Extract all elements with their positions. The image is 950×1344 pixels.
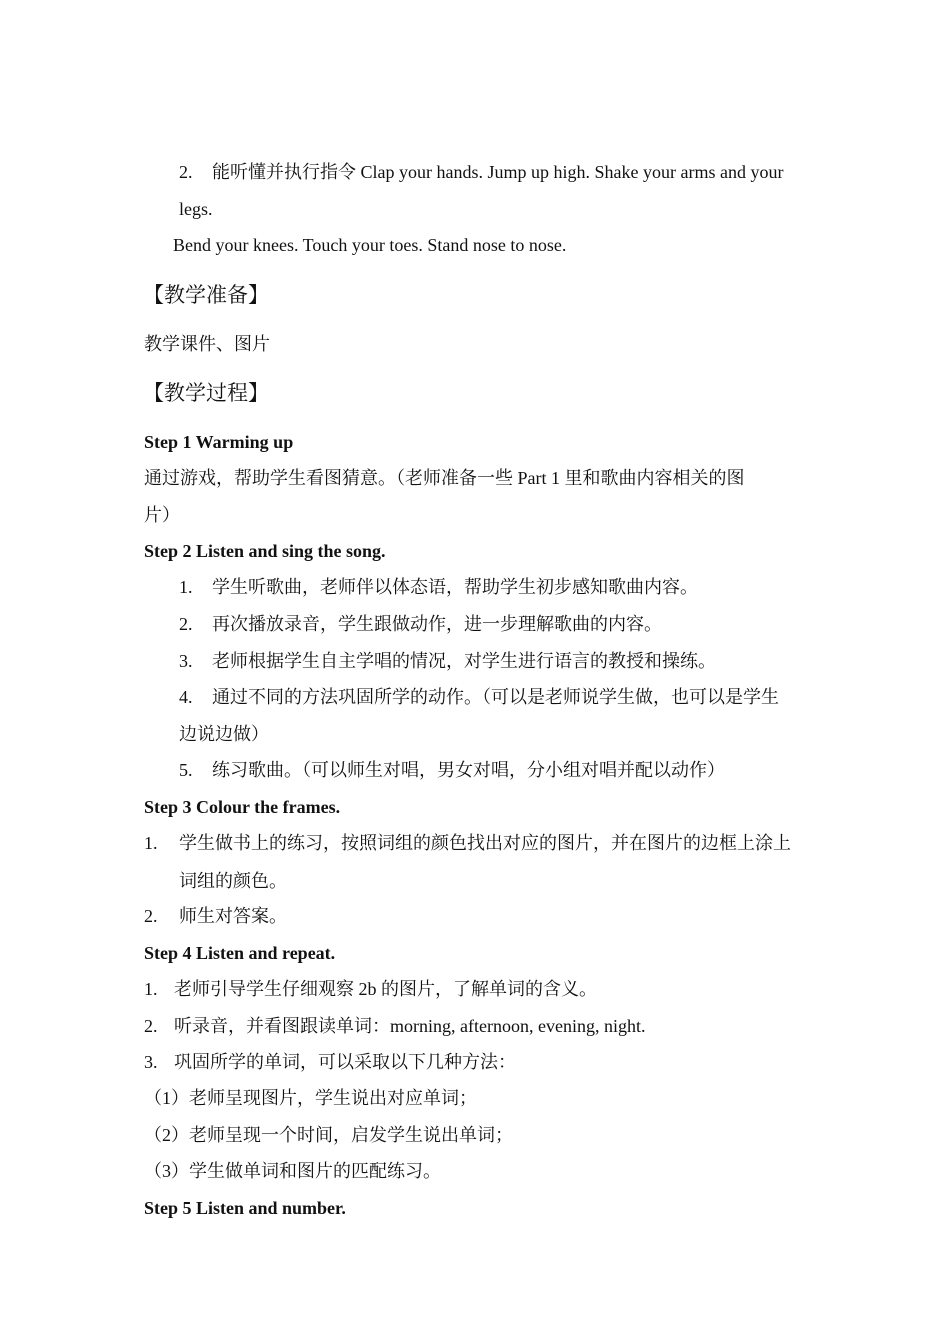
step-4-title: Step 4 Listen and repeat.	[144, 943, 336, 963]
list-text: 练习歌曲。（可以师生对唱，男女对唱，分小组对唱并配以动作）	[212, 760, 725, 780]
objective-text: 能听懂并执行指令 Clap your hands. Jump up high. Shake your arms and your	[212, 162, 784, 182]
step-3-title: Step 3 Colour the frames.	[144, 797, 341, 817]
list-number: 1.	[144, 833, 158, 853]
section-heading-process: 【教学过程】	[143, 381, 269, 405]
step-5-title: Step 5 Listen and number.	[144, 1198, 346, 1218]
sub-item: （2）老师呈现一个时间，启发学生说出单词；	[144, 1125, 513, 1145]
list-item	[144, 1050, 516, 1074]
list-text: 听录音，并看图跟读单词：morning, afternoon, evening, night.	[174, 1016, 646, 1036]
list-text: 通过不同的方法巩固所学的动作。（可以是老师说学生做，也可以是学生	[212, 687, 779, 707]
list-number: 3.	[179, 651, 193, 671]
list-item	[144, 904, 287, 928]
section-heading-preparation: 【教学准备】	[143, 283, 269, 307]
list-item	[179, 575, 698, 599]
list-text: 学生做书上的练习，按照词组的颜色找出对应的图片，并在图片的边框上涂上	[179, 833, 791, 853]
list-text: 老师根据学生自主学唱的情况，对学生进行语言的教授和操练。	[212, 651, 716, 671]
step-2-title: Step 2 Listen and sing the song.	[144, 541, 386, 561]
list-item	[144, 977, 597, 1001]
objective-text-continued: legs.	[179, 199, 213, 219]
list-text-continued: 词组的颜色。	[179, 871, 287, 891]
list-number: 5.	[179, 760, 193, 780]
sub-item: （1）老师呈现图片，学生说出对应单词；	[144, 1088, 477, 1108]
list-text: 师生对答案。	[179, 906, 287, 926]
list-item	[179, 685, 779, 709]
list-item	[144, 1014, 645, 1038]
objective-item-2	[179, 160, 783, 184]
list-number: 2.	[144, 1016, 158, 1036]
list-text-continued: 边说边做）	[179, 724, 269, 744]
step-1-text: 通过游戏，帮助学生看图猜意。（老师准备一些 Part 1 里和歌曲内容相关的图	[144, 468, 745, 488]
list-number: 1.	[144, 979, 158, 999]
list-number: 2.	[144, 906, 158, 926]
list-number: 2.	[179, 162, 193, 182]
objective-text-line3: Bend your knees. Touch your toes. Stand nose to nose.	[173, 235, 567, 255]
step-1-title: Step 1 Warming up	[144, 432, 294, 452]
list-item	[144, 831, 791, 855]
list-text: 再次播放录音，学生跟做动作，进一步理解歌曲的内容。	[212, 614, 662, 634]
sub-item: （3）学生做单词和图片的匹配练习。	[144, 1161, 441, 1181]
list-text: 学生听歌曲，老师伴以体态语，帮助学生初步感知歌曲内容。	[212, 577, 698, 597]
list-number: 4.	[179, 687, 193, 707]
list-text: 老师引导学生仔细观察 2b 的图片，了解单词的含义。	[174, 979, 597, 999]
list-text: 巩固所学的单词，可以采取以下几种方法：	[174, 1052, 516, 1072]
list-item	[179, 612, 662, 636]
list-number: 3.	[144, 1052, 158, 1072]
step-1-text-continued: 片）	[144, 505, 180, 525]
list-number: 1.	[179, 577, 193, 597]
list-number: 2.	[179, 614, 193, 634]
list-item	[179, 649, 716, 673]
preparation-text: 教学课件、图片	[144, 334, 270, 354]
list-item	[179, 758, 725, 782]
